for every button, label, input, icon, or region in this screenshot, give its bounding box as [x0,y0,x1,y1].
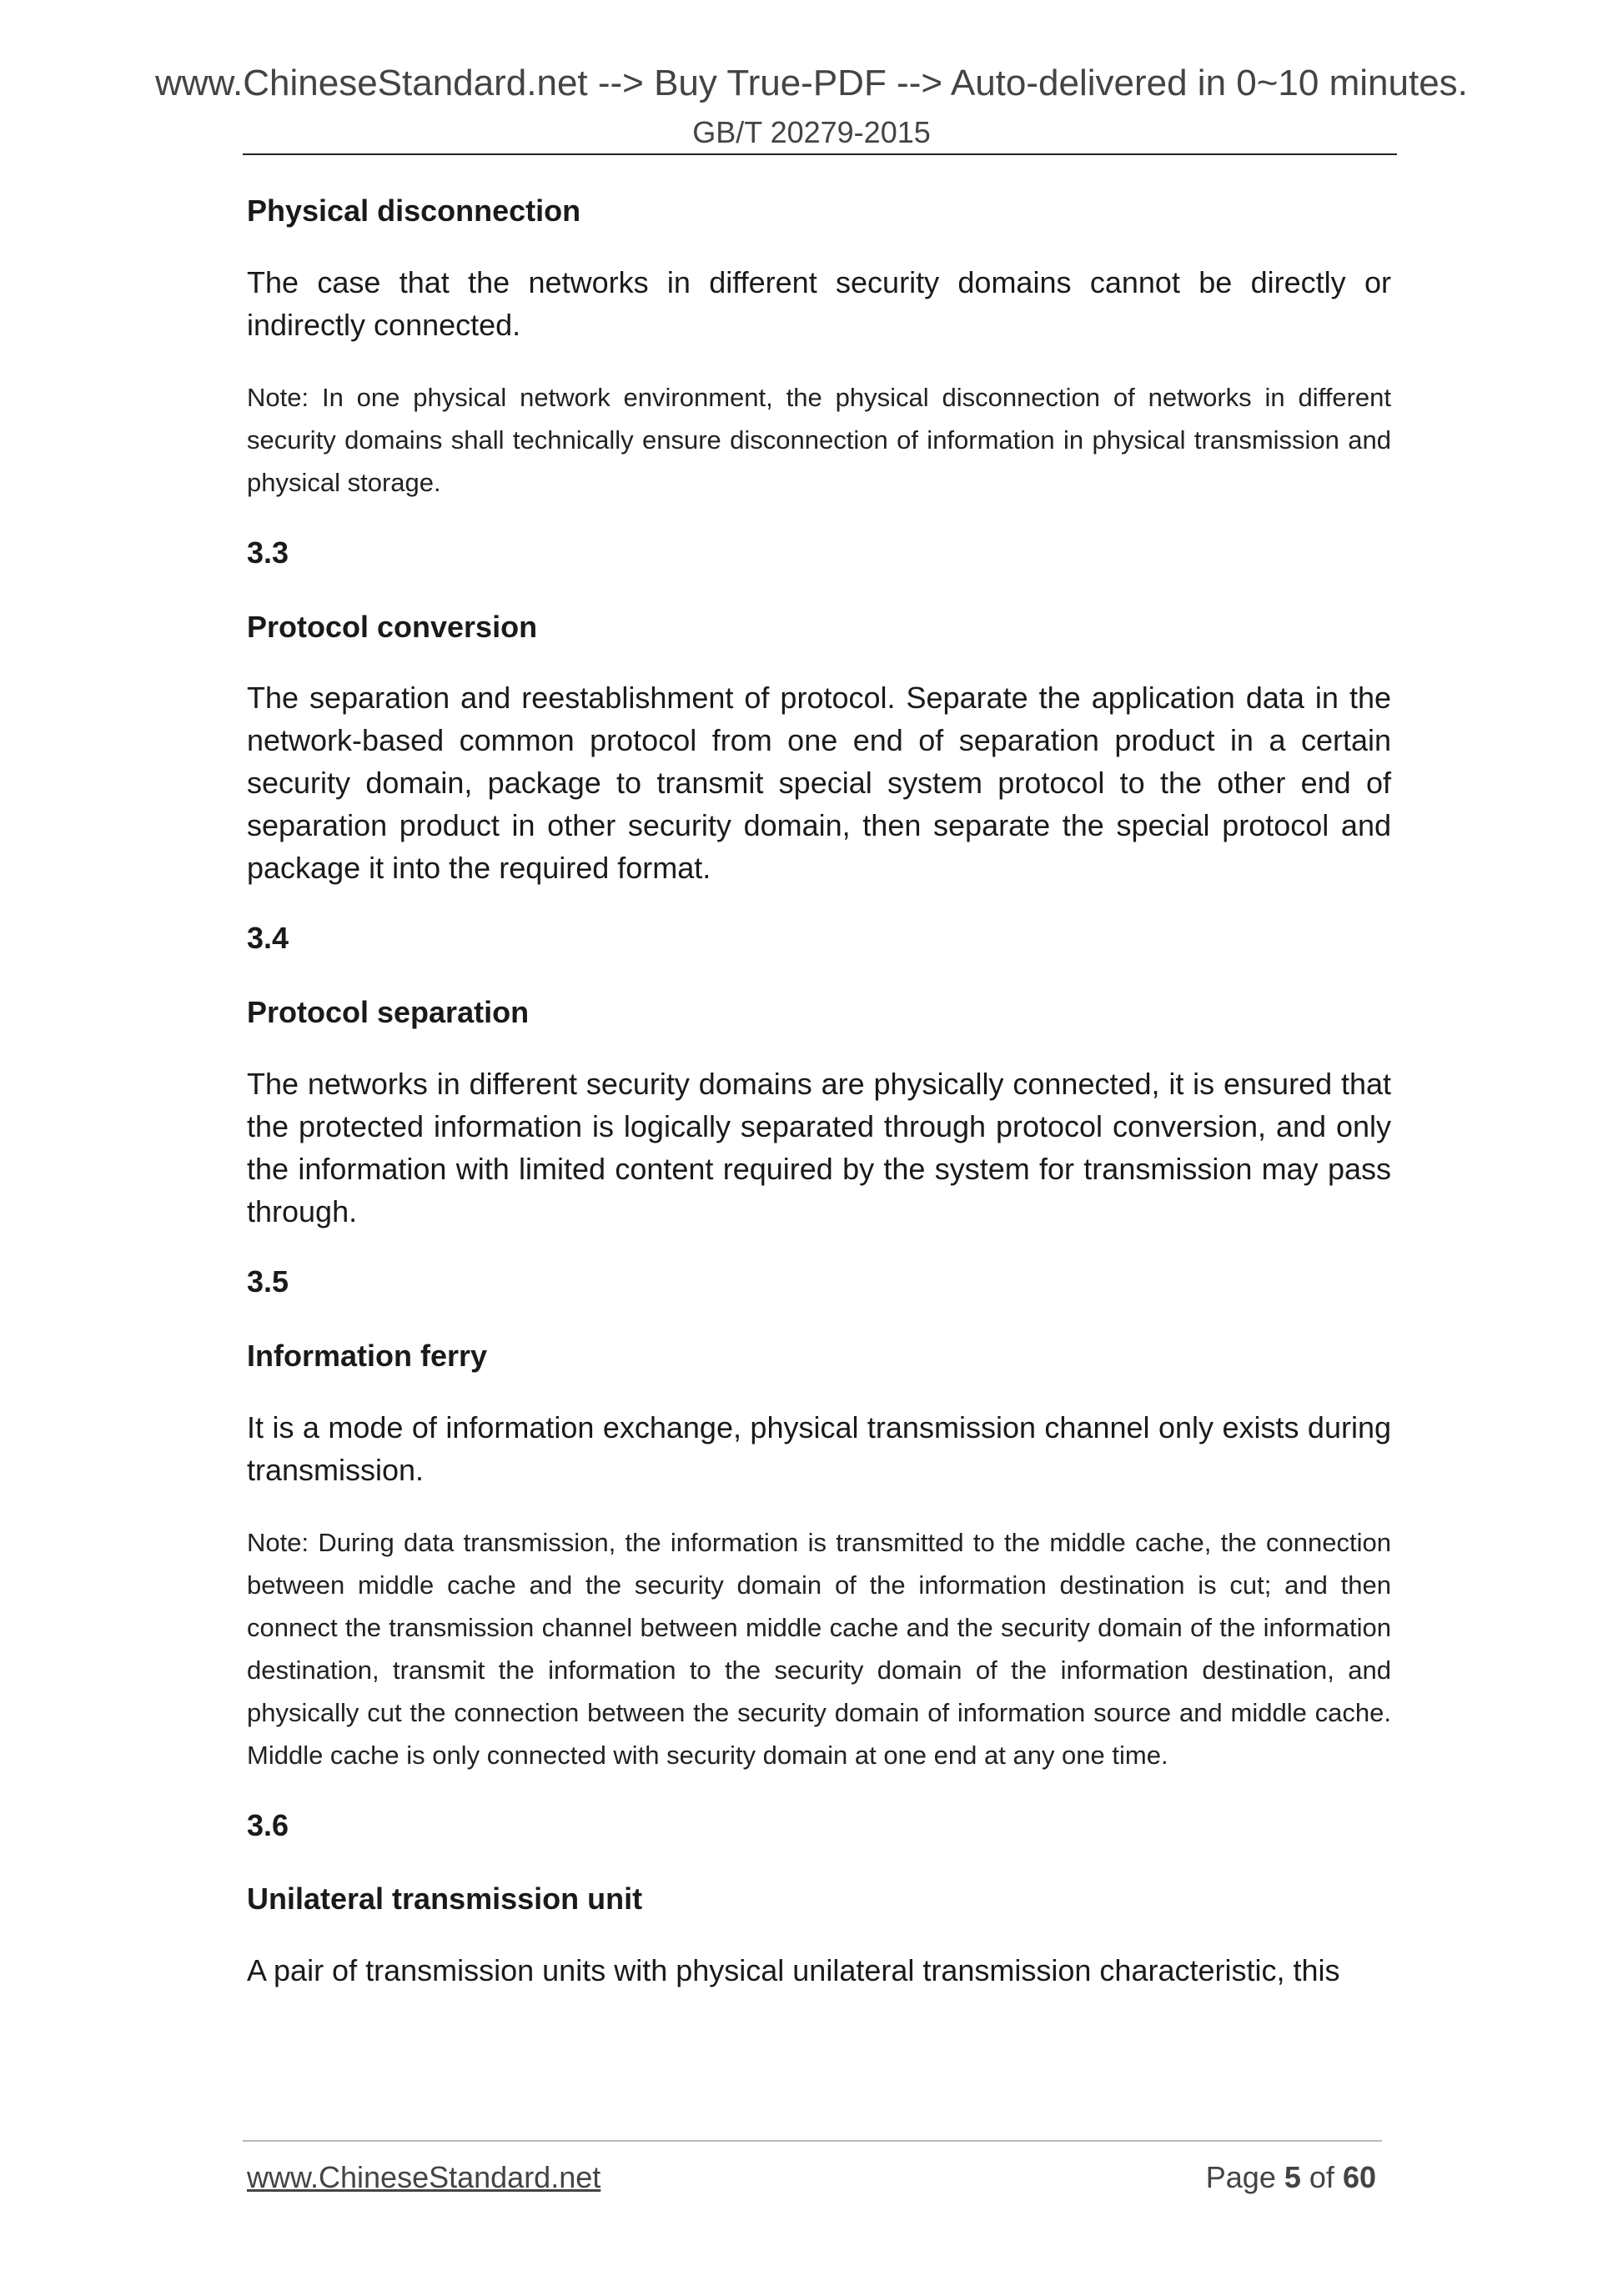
clause-number: 3.6 [247,1807,289,1842]
term-definition: The networks in different security domains are physically connected, it is ensured that the protected information is logically separated through protocol conversion, and only the information with limited content required by the system for transmission may pass through. [247,1066,1391,1228]
page-total: 60 [1342,2160,1376,2194]
term-definition: The case that the networks in different security domains cannot be directly or indirectly connected. [247,264,1391,342]
header-banner: www.ChineseStandard.net --> Buy True-PDF --> Auto-delivered in 0~10 minutes. [155,63,1468,103]
page-indicator [1206,2160,1376,2195]
term-note: Note: During data transmission, the information is transmitted to the middle cache, the connection between middle cache and the security domain of the information destination is cut; and then connect the transmission channel between middle cache and the security domain of the information destination, transmit the information to the security domain of the information destination, and physically cut the connection between the security domain of information source and middle cache. Middle cache is only connected with security domain at one end at any one time. [247,1527,1391,1770]
term-title: Protocol separation [247,995,530,1030]
term-note: Note: In one physical network environment, the physical disconnection of networks in different security domains shall technically ensure disconnection of information in physical transmission and physical storage. [247,382,1391,497]
term-definition: The separation and reestablishment of protocol. Separate the application data in the network-based common protocol from one end of separation product in a certain security domain, package to transmit special system protocol to the other end of separation product in other security domain, then separate the special protocol and package it into the required format. [247,681,1391,886]
standard-number: GB/T 20279-2015 [692,115,931,149]
term-title: Information ferry [247,1338,488,1373]
footer-divider [243,2140,1382,2142]
document-body [247,192,1391,2022]
header-divider [243,153,1397,155]
page-current: 5 [1284,2160,1301,2194]
clause-number: 3.5 [247,1264,289,1299]
term-title: Protocol conversion [247,609,538,644]
page-of: of [1309,2160,1334,2194]
term-definition: A pair of transmission units with physical unilateral transmission characteristic, this [247,1953,1340,1988]
clause-number: 3.3 [247,535,289,570]
page-label: Page [1205,2160,1276,2194]
clause-number: 3.4 [247,921,289,956]
term-title: Unilateral transmission unit [247,1882,643,1917]
footer-site-link[interactable]: www.ChineseStandard.net [247,2160,601,2194]
term-definition: It is a mode of information exchange, physical transmission channel only exists during transmission. [247,1409,1391,1487]
term-title: Physical disconnection [247,193,581,228]
